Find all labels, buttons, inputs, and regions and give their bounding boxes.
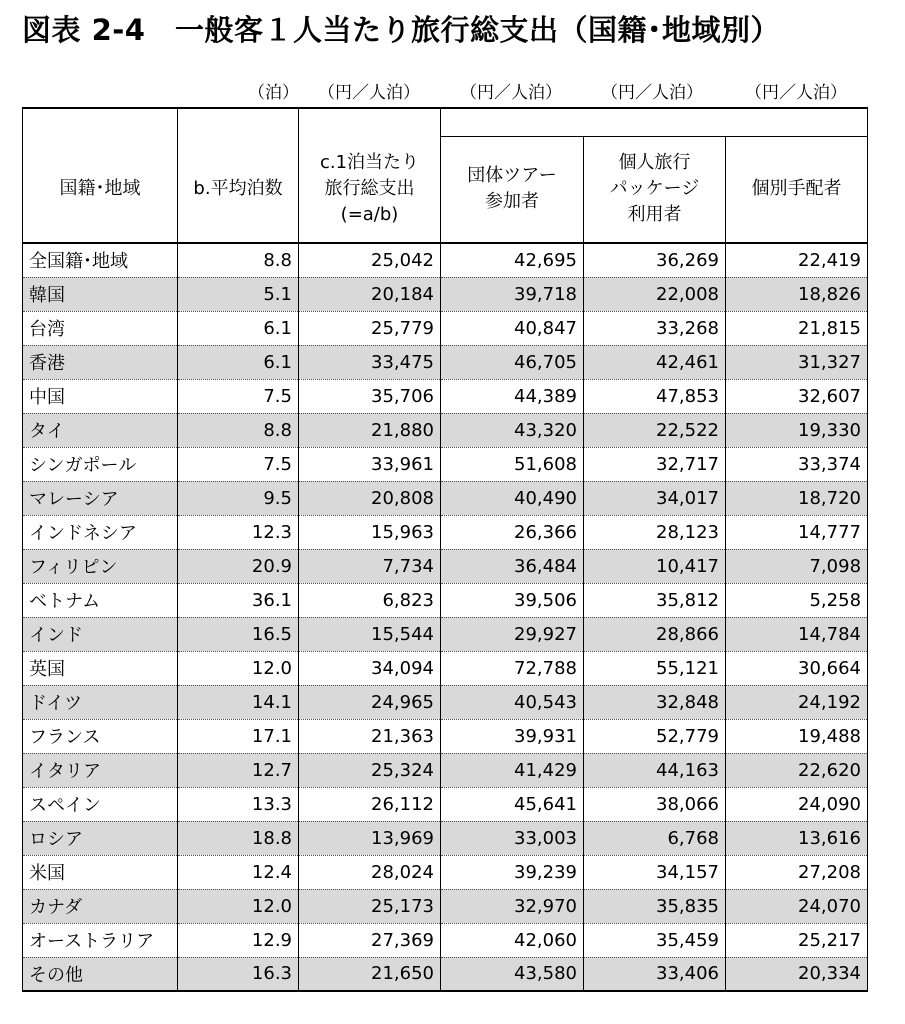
- cell-individual: 27,208: [726, 855, 868, 889]
- cell-individual: 22,620: [726, 753, 868, 787]
- cell-individual: 30,664: [726, 651, 868, 685]
- cell-group: 39,239: [441, 855, 584, 889]
- table-row: [23, 277, 868, 311]
- cell-per-night: 21,650: [299, 957, 441, 991]
- table-row: [23, 243, 868, 277]
- unit-label-individual: （円／人泊）: [745, 83, 847, 103]
- cell-individual: 25,217: [726, 923, 868, 957]
- cell-nights: 9.5: [178, 481, 299, 515]
- table-row: [23, 685, 868, 719]
- cell-per-night: 33,961: [299, 447, 441, 481]
- cell-nights: 13.3: [178, 787, 299, 821]
- cell-group: 36,484: [441, 549, 584, 583]
- table-row: [23, 345, 868, 379]
- table-row: [23, 311, 868, 345]
- cell-per-night: 25,042: [299, 243, 441, 277]
- cell-per-night: 25,324: [299, 753, 441, 787]
- table-row: [23, 889, 868, 923]
- cell-individual: 24,090: [726, 787, 868, 821]
- cell-per-night: 34,094: [299, 651, 441, 685]
- cell-region: フランス: [23, 719, 178, 753]
- cell-package: 32,848: [584, 685, 726, 719]
- cell-group: 39,718: [441, 277, 584, 311]
- table-row: [23, 821, 868, 855]
- cell-per-night: 25,173: [299, 889, 441, 923]
- cell-nights: 5.1: [178, 277, 299, 311]
- cell-package: 34,017: [584, 481, 726, 515]
- cell-region: 香港: [23, 345, 178, 379]
- cell-region: フィリピン: [23, 549, 178, 583]
- cell-per-night: 33,475: [299, 345, 441, 379]
- cell-group: 39,931: [441, 719, 584, 753]
- cell-package: 33,406: [584, 957, 726, 991]
- cell-per-night: 13,969: [299, 821, 441, 855]
- cell-nights: 6.1: [178, 345, 299, 379]
- cell-region: 韓国: [23, 277, 178, 311]
- table-row: [23, 923, 868, 957]
- cell-region: 台湾: [23, 311, 178, 345]
- table-row: [23, 583, 868, 617]
- cell-individual: 20,334: [726, 957, 868, 991]
- cell-per-night: 7,734: [299, 549, 441, 583]
- cell-per-night: 6,823: [299, 583, 441, 617]
- cell-per-night: 15,963: [299, 515, 441, 549]
- header-package: 個人旅行 パッケージ 利用者: [584, 136, 726, 243]
- cell-region: インドネシア: [23, 515, 178, 549]
- cell-package: 28,866: [584, 617, 726, 651]
- cell-individual: 31,327: [726, 345, 868, 379]
- cell-per-night: 28,024: [299, 855, 441, 889]
- cell-nights: 8.8: [178, 413, 299, 447]
- table-row: [23, 447, 868, 481]
- cell-group: 45,641: [441, 787, 584, 821]
- cell-per-night: 26,112: [299, 787, 441, 821]
- cell-group: 39,506: [441, 583, 584, 617]
- cell-region: ベトナム: [23, 583, 178, 617]
- cell-group: 33,003: [441, 821, 584, 855]
- table-row: [23, 719, 868, 753]
- cell-package: 44,163: [584, 753, 726, 787]
- table-row: [23, 481, 868, 515]
- cell-package: 33,268: [584, 311, 726, 345]
- cell-group: 43,580: [441, 957, 584, 991]
- cell-nights: 12.3: [178, 515, 299, 549]
- cell-nights: 12.9: [178, 923, 299, 957]
- unit-label-nights: （泊）: [248, 83, 299, 103]
- cell-nights: 16.5: [178, 617, 299, 651]
- cell-individual: 14,784: [726, 617, 868, 651]
- cell-per-night: 27,369: [299, 923, 441, 957]
- cell-individual: 21,815: [726, 311, 868, 345]
- cell-region: 英国: [23, 651, 178, 685]
- table-row: [23, 753, 868, 787]
- cell-individual: 19,330: [726, 413, 868, 447]
- cell-per-night: 21,363: [299, 719, 441, 753]
- cell-package: 42,461: [584, 345, 726, 379]
- unit-label-package: （円／人泊）: [601, 83, 703, 103]
- cell-package: 6,768: [584, 821, 726, 855]
- cell-per-night: 15,544: [299, 617, 441, 651]
- cell-package: 10,417: [584, 549, 726, 583]
- cell-region: カナダ: [23, 889, 178, 923]
- cell-per-night: 24,965: [299, 685, 441, 719]
- cell-package: 55,121: [584, 651, 726, 685]
- cell-nights: 8.8: [178, 243, 299, 277]
- cell-region: マレーシア: [23, 481, 178, 515]
- cell-group: 40,543: [441, 685, 584, 719]
- table-row: [23, 651, 868, 685]
- cell-individual: 32,607: [726, 379, 868, 413]
- cell-group: 32,970: [441, 889, 584, 923]
- cell-nights: 6.1: [178, 311, 299, 345]
- cell-group: 46,705: [441, 345, 584, 379]
- table-body: [23, 243, 868, 991]
- cell-group: 72,788: [441, 651, 584, 685]
- cell-nights: 14.1: [178, 685, 299, 719]
- table-row: [23, 855, 868, 889]
- header-group-tour: 団体ツアー 参加者: [441, 136, 584, 243]
- cell-per-night: 35,706: [299, 379, 441, 413]
- cell-nights: 7.5: [178, 379, 299, 413]
- cell-region: ドイツ: [23, 685, 178, 719]
- cell-per-night: 20,808: [299, 481, 441, 515]
- cell-individual: 14,777: [726, 515, 868, 549]
- table-row: [23, 787, 868, 821]
- cell-individual: 33,374: [726, 447, 868, 481]
- cell-package: 47,853: [584, 379, 726, 413]
- header-region: 国籍･地域: [23, 136, 178, 243]
- cell-individual: 24,192: [726, 685, 868, 719]
- cell-individual: 5,258: [726, 583, 868, 617]
- cell-region: シンガポール: [23, 447, 178, 481]
- cell-region: 中国: [23, 379, 178, 413]
- cell-region: オーストラリア: [23, 923, 178, 957]
- cell-nights: 12.0: [178, 651, 299, 685]
- table-header: [23, 108, 868, 243]
- cell-group: 51,608: [441, 447, 584, 481]
- cell-individual: 13,616: [726, 821, 868, 855]
- cell-nights: 12.4: [178, 855, 299, 889]
- cell-nights: 18.8: [178, 821, 299, 855]
- cell-group: 41,429: [441, 753, 584, 787]
- cell-region: イタリア: [23, 753, 178, 787]
- cell-package: 52,779: [584, 719, 726, 753]
- cell-individual: 22,419: [726, 243, 868, 277]
- expenditure-table: [22, 107, 868, 992]
- cell-region: 全国籍･地域: [23, 243, 178, 277]
- cell-group: 26,366: [441, 515, 584, 549]
- cell-region: インド: [23, 617, 178, 651]
- cell-package: 22,522: [584, 413, 726, 447]
- cell-group: 42,695: [441, 243, 584, 277]
- cell-package: 35,812: [584, 583, 726, 617]
- cell-region: その他: [23, 957, 178, 991]
- table-row: [23, 515, 868, 549]
- unit-label-per-night: （円／人泊）: [318, 83, 420, 103]
- page-title: 図表 2-4 一般客１人当たり旅行総支出（国籍･地域別）: [22, 13, 780, 47]
- units-row: [0, 78, 905, 104]
- cell-individual: 19,488: [726, 719, 868, 753]
- cell-per-night: 21,880: [299, 413, 441, 447]
- table-row: [23, 617, 868, 651]
- cell-nights: 12.0: [178, 889, 299, 923]
- cell-package: 38,066: [584, 787, 726, 821]
- cell-individual: 18,720: [726, 481, 868, 515]
- cell-nights: 12.7: [178, 753, 299, 787]
- cell-package: 32,717: [584, 447, 726, 481]
- header-per-night: c.1泊当たり 旅行総支出 (=a/b): [299, 136, 441, 243]
- cell-package: 34,157: [584, 855, 726, 889]
- table-row: [23, 957, 868, 991]
- cell-group: 40,847: [441, 311, 584, 345]
- cell-individual: 24,070: [726, 889, 868, 923]
- cell-individual: 7,098: [726, 549, 868, 583]
- cell-group: 29,927: [441, 617, 584, 651]
- header-individual: 個別手配者: [726, 136, 868, 243]
- cell-package: 35,459: [584, 923, 726, 957]
- cell-individual: 18,826: [726, 277, 868, 311]
- cell-nights: 7.5: [178, 447, 299, 481]
- header-nights: b.平均泊数: [178, 136, 299, 243]
- cell-region: 米国: [23, 855, 178, 889]
- cell-per-night: 20,184: [299, 277, 441, 311]
- cell-per-night: 25,779: [299, 311, 441, 345]
- cell-region: ロシア: [23, 821, 178, 855]
- cell-region: スペイン: [23, 787, 178, 821]
- cell-package: 36,269: [584, 243, 726, 277]
- cell-nights: 16.3: [178, 957, 299, 991]
- cell-group: 40,490: [441, 481, 584, 515]
- cell-package: 35,835: [584, 889, 726, 923]
- cell-nights: 20.9: [178, 549, 299, 583]
- cell-package: 22,008: [584, 277, 726, 311]
- cell-region: タイ: [23, 413, 178, 447]
- cell-group: 43,320: [441, 413, 584, 447]
- cell-group: 42,060: [441, 923, 584, 957]
- table-row: [23, 379, 868, 413]
- table-row: [23, 549, 868, 583]
- unit-label-group: （円／人泊）: [460, 83, 562, 103]
- cell-nights: 36.1: [178, 583, 299, 617]
- cell-group: 44,389: [441, 379, 584, 413]
- table-row: [23, 413, 868, 447]
- cell-package: 28,123: [584, 515, 726, 549]
- cell-nights: 17.1: [178, 719, 299, 753]
